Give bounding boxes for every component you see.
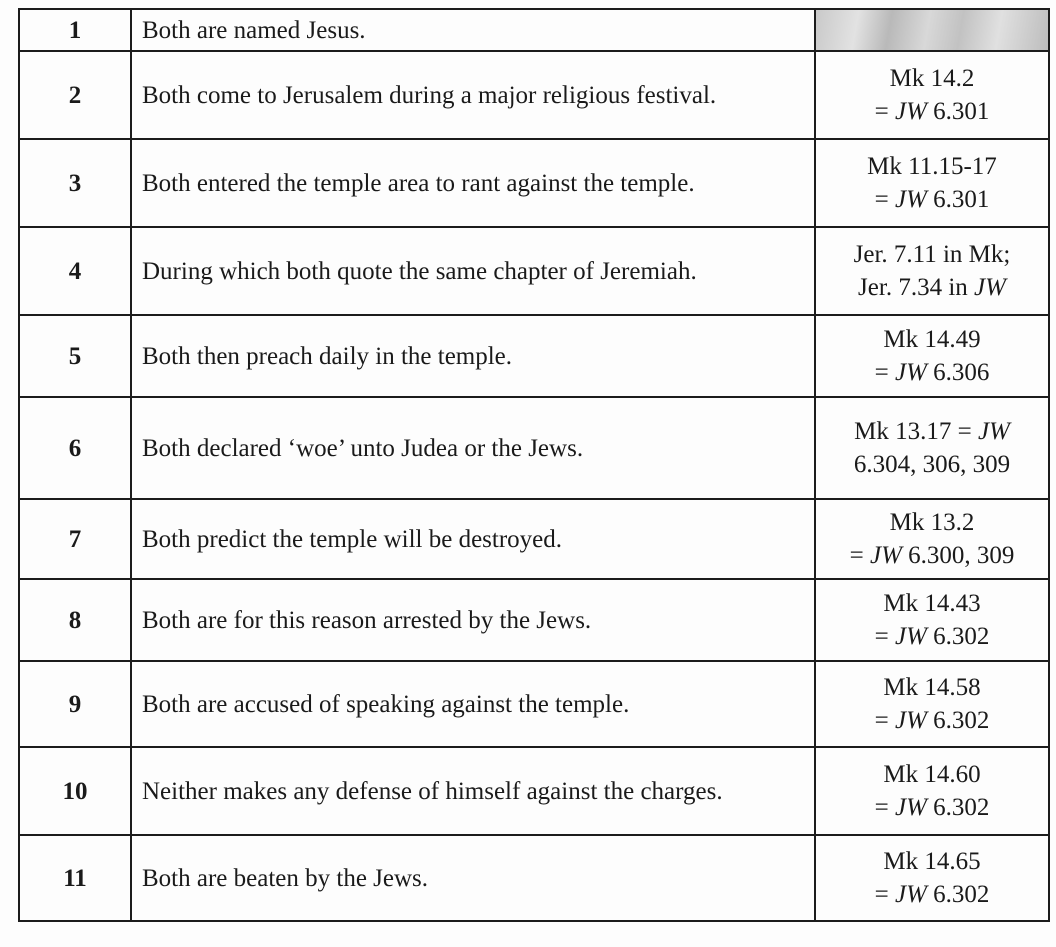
reference-line-2: = JW 6.302 bbox=[874, 707, 990, 734]
table-row bbox=[19, 747, 1049, 835]
reference-cell bbox=[815, 499, 1049, 579]
row-description: During which both quote the same chapter of Jeremiah. bbox=[131, 227, 815, 315]
table-row bbox=[19, 579, 1049, 661]
reference-line-1: Mk 14.65 bbox=[883, 848, 981, 875]
reference-line-1: Mk 14.43 bbox=[883, 590, 981, 617]
reference-cell bbox=[815, 397, 1049, 499]
reference-line-1: Mk 14.49 bbox=[883, 326, 981, 353]
reference-cell bbox=[815, 835, 1049, 921]
row-description: Both predict the temple will be destroyed. bbox=[131, 499, 815, 579]
row-description: Both then preach daily in the temple. bbox=[131, 315, 815, 397]
reference-line-2: = JW 6.302 bbox=[874, 881, 990, 908]
row-number: 7 bbox=[19, 499, 131, 579]
reference-line-1: Mk 13.2 bbox=[889, 509, 975, 536]
reference-line-1: Mk 14.2 bbox=[889, 65, 975, 92]
reference-line-2: = JW 6.302 bbox=[874, 623, 990, 650]
reference-cell bbox=[815, 51, 1049, 139]
reference-line-1: Jer. 7.11 in Mk; bbox=[853, 241, 1011, 268]
row-number: 4 bbox=[19, 227, 131, 315]
row-number: 10 bbox=[19, 747, 131, 835]
row-number: 1 bbox=[19, 9, 131, 51]
row-number: 9 bbox=[19, 661, 131, 747]
table-row bbox=[19, 499, 1049, 579]
reference-cell bbox=[815, 747, 1049, 835]
parallels-table bbox=[18, 8, 1050, 922]
reference-line-1: Mk 13.17 = JW bbox=[854, 418, 1010, 445]
table-row bbox=[19, 835, 1049, 921]
reference-line-2: Jer. 7.34 in JW bbox=[858, 274, 1006, 301]
table-row bbox=[19, 661, 1049, 747]
reference-line-2: = JW 6.302 bbox=[874, 794, 990, 821]
reference-line-2: = JW 6.300, 309 bbox=[849, 542, 1015, 569]
reference-cell bbox=[815, 315, 1049, 397]
reference-cell-shaded bbox=[815, 9, 1049, 51]
reference-line-2: = JW 6.306 bbox=[874, 359, 990, 386]
reference-cell bbox=[815, 227, 1049, 315]
table-row bbox=[19, 315, 1049, 397]
row-description: Both are named Jesus. bbox=[131, 9, 815, 51]
row-number: 6 bbox=[19, 397, 131, 499]
row-description: Both are beaten by the Jews. bbox=[131, 835, 815, 921]
table-row bbox=[19, 9, 1049, 51]
row-number: 3 bbox=[19, 139, 131, 227]
row-description: Neither makes any defense of himself against the charges. bbox=[131, 747, 815, 835]
reference-line-2: = JW 6.301 bbox=[874, 98, 990, 125]
reference-cell bbox=[815, 579, 1049, 661]
reference-cell bbox=[815, 139, 1049, 227]
table-row bbox=[19, 51, 1049, 139]
reference-line-1: Mk 11.15-17 bbox=[867, 153, 997, 180]
reference-cell bbox=[815, 661, 1049, 747]
row-description: Both are for this reason arrested by the Jews. bbox=[131, 579, 815, 661]
row-description: Both come to Jerusalem during a major religious festival. bbox=[131, 51, 815, 139]
row-number: 5 bbox=[19, 315, 131, 397]
table-row bbox=[19, 227, 1049, 315]
row-description: Both declared ‘woe’ unto Judea or the Jews. bbox=[131, 397, 815, 499]
row-description: Both are accused of speaking against the temple. bbox=[131, 661, 815, 747]
row-number: 11 bbox=[19, 835, 131, 921]
reference-line-1: Mk 14.58 bbox=[883, 674, 981, 701]
reference-line-1: Mk 14.60 bbox=[883, 761, 981, 788]
reference-line-2: = JW 6.301 bbox=[874, 186, 990, 213]
row-description: Both entered the temple area to rant against the temple. bbox=[131, 139, 815, 227]
table-row bbox=[19, 139, 1049, 227]
row-number: 8 bbox=[19, 579, 131, 661]
table-row bbox=[19, 397, 1049, 499]
row-number: 2 bbox=[19, 51, 131, 139]
reference-line-2: 6.304, 306, 309 bbox=[853, 451, 1011, 478]
